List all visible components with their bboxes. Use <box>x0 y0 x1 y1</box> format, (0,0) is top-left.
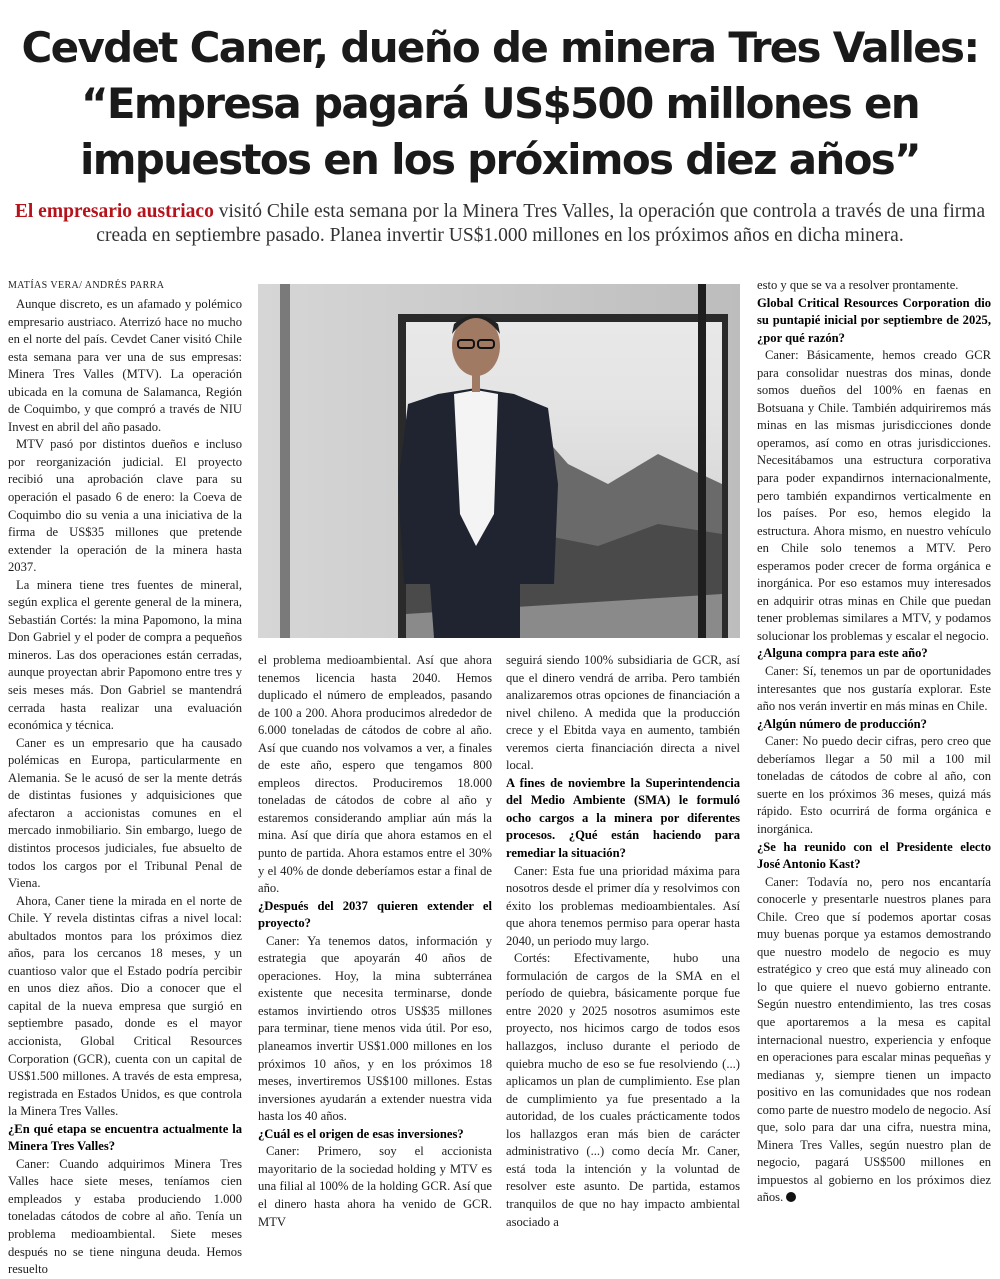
interview-question: ¿Algún número de producción? <box>757 716 927 731</box>
paragraph: Caner: Cuando adquirimos Minera Tres Valles hace siete meses, teníamos cien empleados y estaba produciendo 1.000 toneladas cátodos de cobre al año. Tenía un problema medioambiental. Siete meses después no se tiene ninguna deuda. Hemos resuelto <box>8 1156 242 1277</box>
paragraph: esto y que se va a resolver prontamente. <box>757 278 959 292</box>
lead-paragraph <box>8 200 992 248</box>
final-paragraph-text: Caner: Todavía no, pero nos encantaría conocerle y presentarle nuestros planes para Chile. Creo que sí podemos aportar cosas muy buenas porque ya estamos demostrando que nuestro modelo de negocio es muy estratégico y creo que está muy alineado con lo que quiere el nuevo gobierno entrante. Según nuestro entendimiento, las tres cosas que aportaremos a la mesa es capital internacional nuestro, experiencia y enfoque en operaciones para escalar minas pequeñas y medianas y, siempre tienen un impacto positivo en las comunidades que nos rodean como parte de nuestro modelo de negocio. Así que, solo para dar una cifra, nuestra mina, Minera Tres Valles, según nuestro plan de negocio, pagará US$500 millones en impuestos al gobierno en los próximos diez años. <box>757 874 991 1205</box>
photo-illustration <box>258 284 740 638</box>
paragraph: Caner: Primero, soy el accionista mayoritario de la sociedad holding y MTV es una filial al 100% de la holding GCR. Así que el dinero hasta ahora ha venido de GCR. MTV <box>258 1144 492 1229</box>
article-photo <box>258 284 740 638</box>
paragraph: Caner: Ya tenemos datos, información y estrategia que apoyarán 40 años de operaciones. Hoy, la mina subterránea existente que necesita terminarse, donde estamos invirtiendo otros US$35 millones para terminar, tiene menos vida útil. Por eso, planeamos invertir US$1.000 millones en los próximos 10 años, y en los próximos 18 meses, invertiremos US$100 millones. Estas inversiones ayudarán a extender nuestra vida hasta los 40 años. <box>258 933 492 1124</box>
article-column-1 <box>8 296 242 1279</box>
paragraph <box>757 874 991 1207</box>
paragraph: La minera tiene tres fuentes de mineral, según explica el gerente general de la minera, Sebastián Cortés: la mina Papomono, la mina Don Gabriel y el poder de compra a pequeños mineros. Las dos operaciones están cerradas, aunque proyectan abrir Papomono entre tres y seis meses más. Don Gabriel se mantendrá cerrada hasta realizar una evaluación económica y técnica. <box>8 577 242 733</box>
headline-line-3: impuestos en los próximos diez años” <box>80 135 920 184</box>
article-column-2 <box>258 652 492 1231</box>
paragraph: MTV pasó por distintos dueños e incluso por reorganización judicial. El proyecto recibió una aprobación clave para su operación el pasado 6 de enero: la Coeva de Coquimbo dio su venia a una iniciativa de la firma de US$35 millones que pretende extender la operación de la minera hasta 2037. <box>8 437 242 575</box>
paragraph: Caner: Básicamente, hemos creado GCR para consolidar nuestras dos minas, donde somos dueños del 100% en faenas en Botsuana y Chile. También adquiriremos más minas en las mismas jurisdicciones donde operamos, así como en otras jurisdicciones. Necesitábamos una estructura corporativa para poder expandirnos internacionalmente, pero también expandirnos verticalmente en los países. Por eso, hemos elegido la estructura. Ahora mismo, en nuestro vehículo en Chile solo tenemos a MTV. Pero esperamos poder crecer de forma orgánica e inorgánica. Por eso estamos muy interesados en adquirir otras minas en Chile que puedan tener problemas similares a MTV, y podamos solucionar los problemas y escalar el negocio. <box>757 348 991 643</box>
byline: MATÍAS VERA/ ANDRÉS PARRA <box>8 280 165 291</box>
paragraph: Caner es un empresario que ha causado polémicas en Europa, particularmente en Alemania. Se le acusó de ser la mente detrás de distintas fusiones y adquisiciones que afectaron a accionistas comunes en el mercado inmobiliario. Sin embargo, luego de distintos procesos judiciales, fue absuelto de todos los cargos por el Tribunal Penal de Viena. <box>8 735 242 891</box>
paragraph: Cortés: Efectivamente, hubo una formulación de cargos de la SMA en el período de quiebra, básicamente porque fue entre 2020 y 2025 nosotros asumimos este proyecto, nos hicimos cargo de todos esos hallazgos, incluso durante el periodo de quiebra mucho de eso se fue resolviendo (...) aplicamos un plan de cumplimiento. Ese plan de cumplimiento ya fue presentado a la autoridad, de los cuales prácticamente todos los hallazgos eran más bien de carácter administrativo (...) como decía Mr. Caner, está toda la intención y la voluntad de resolver este asunto. De partida, estamos tranquilos de que no hay impacto ambiental asociado a <box>506 951 740 1229</box>
interview-question: ¿Después del 2037 quieren extender el proyecto? <box>258 898 492 931</box>
interview-question: ¿Se ha reunido con el Presidente electo José Antonio Kast? <box>757 839 991 872</box>
paragraph: Caner: No puedo decir cifras, pero creo que deberíamos llegar a 50 mil a 100 mil toneladas de cátodos de cobre al año, con suerte en los próximos 36 meses, quizá más rápido. Esto ocurrirá de forma orgánica e inorgánica. <box>757 734 991 836</box>
interview-question: ¿Cuál es el origen de esas inversiones? <box>258 1126 464 1141</box>
paragraph: Ahora, Caner tiene la mirada en el norte de Chile. Y revela distintas cifras a nivel local: abultados montos para los próximos diez años, para los cercanos 18 meses, y un cuantioso valor que el Estado podría percibir en unos diez años. Dio a conocer que el capital de la nueva empresa que surgió en septiembre pasado, donde es el mayor accionista, Global Critical Resources Corporation (GCR), cuenta con un capital de US$1.500 millones. A través de esta empresa, registrada en Estados Unidos, es que controla la Minera Tres Valles. <box>8 893 242 1119</box>
headline-line-1: Cevdet Caner, dueño de minera Tres Valles: <box>21 23 979 72</box>
paragraph: seguirá siendo 100% subsidiaria de GCR, así que el dinero vendrá de arriba. Pero también analizaremos otras opciones de financiación a nivel chileno. A medida que la producción crece y el Ebitda vaya en aumento, también veremos cierta financiación directa a nivel local. <box>506 653 740 773</box>
lead-text: visitó Chile esta semana por la Minera Tres Valles, la operación que controla a través de una firma creada en septiembre pasado. Planea invertir US$1.000 millones en los próximos años en dicha minera. <box>96 201 986 246</box>
article-column-3 <box>506 652 740 1231</box>
lead-kicker: El empresario austriaco <box>14 201 214 222</box>
paragraph: Caner: Esta fue una prioridad máxima para nosotros desde el primer día y resolvimos con éxito los problemas medioambientales. Así que ahora tenemos permiso para operar hasta 2040, un periodo muy largo. <box>506 863 740 948</box>
interview-question: ¿En qué etapa se encuentra actualmente la Minera Tres Valles? <box>8 1121 242 1154</box>
paragraph: Aunque discreto, es un afamado y polémico empresario austriaco. Aterrizó hace no mucho en el norte del país. Cevdet Caner visitó Chile esta semana para ver una de sus empresas: Minera Tres Valles (MTV). La operación ubicada en la comuna de Salamanca, Región de Coquimbo, y que compró a través de NIU Invest en abril del año pasado. <box>8 297 242 434</box>
headline <box>0 20 1000 188</box>
paragraph: el problema medioambiental. Así que ahora tenemos licencia hasta 2040. Hemos duplicado el número de empleados, pasando de 100 a 200. Ahora producimos alrededor de 6.000 toneladas de cátodos de cobre al año. Así que cuando nos volvamos a ver, a finales de este año, espero que tengamos 800 empleos directos. Produciremos 18.000 toneladas de cátodos de cobre al año y estaremos considerando ampliar aún más la mina. Así que diría que ahora estamos en el punto de partida. Ahora estamos entre el 30% y el 40% de donde deberíamos estar a final de año. <box>258 653 492 896</box>
headline-line-2: “Empresa pagará US$500 millones en <box>80 79 920 128</box>
interview-question: ¿Alguna compra para este año? <box>757 646 928 661</box>
interview-question: Global Critical Resources Corporation dio su puntapié inicial por septiembre de 2025, ¿por qué razón? <box>757 295 991 345</box>
end-mark-icon <box>786 1192 796 1202</box>
interview-question: A fines de noviembre la Superintendencia del Medio Ambiente (SMA) le formuló ocho cargos a la minera por diferentes procesos. ¿Qué están haciendo para remediar la situación? <box>506 775 740 861</box>
article-column-4 <box>757 277 991 1207</box>
paragraph: Caner: Sí, tenemos un par de oportunidades interesantes que nos gustaría explorar. Este año nos verán invertir en más minas en Chile. <box>757 664 991 714</box>
